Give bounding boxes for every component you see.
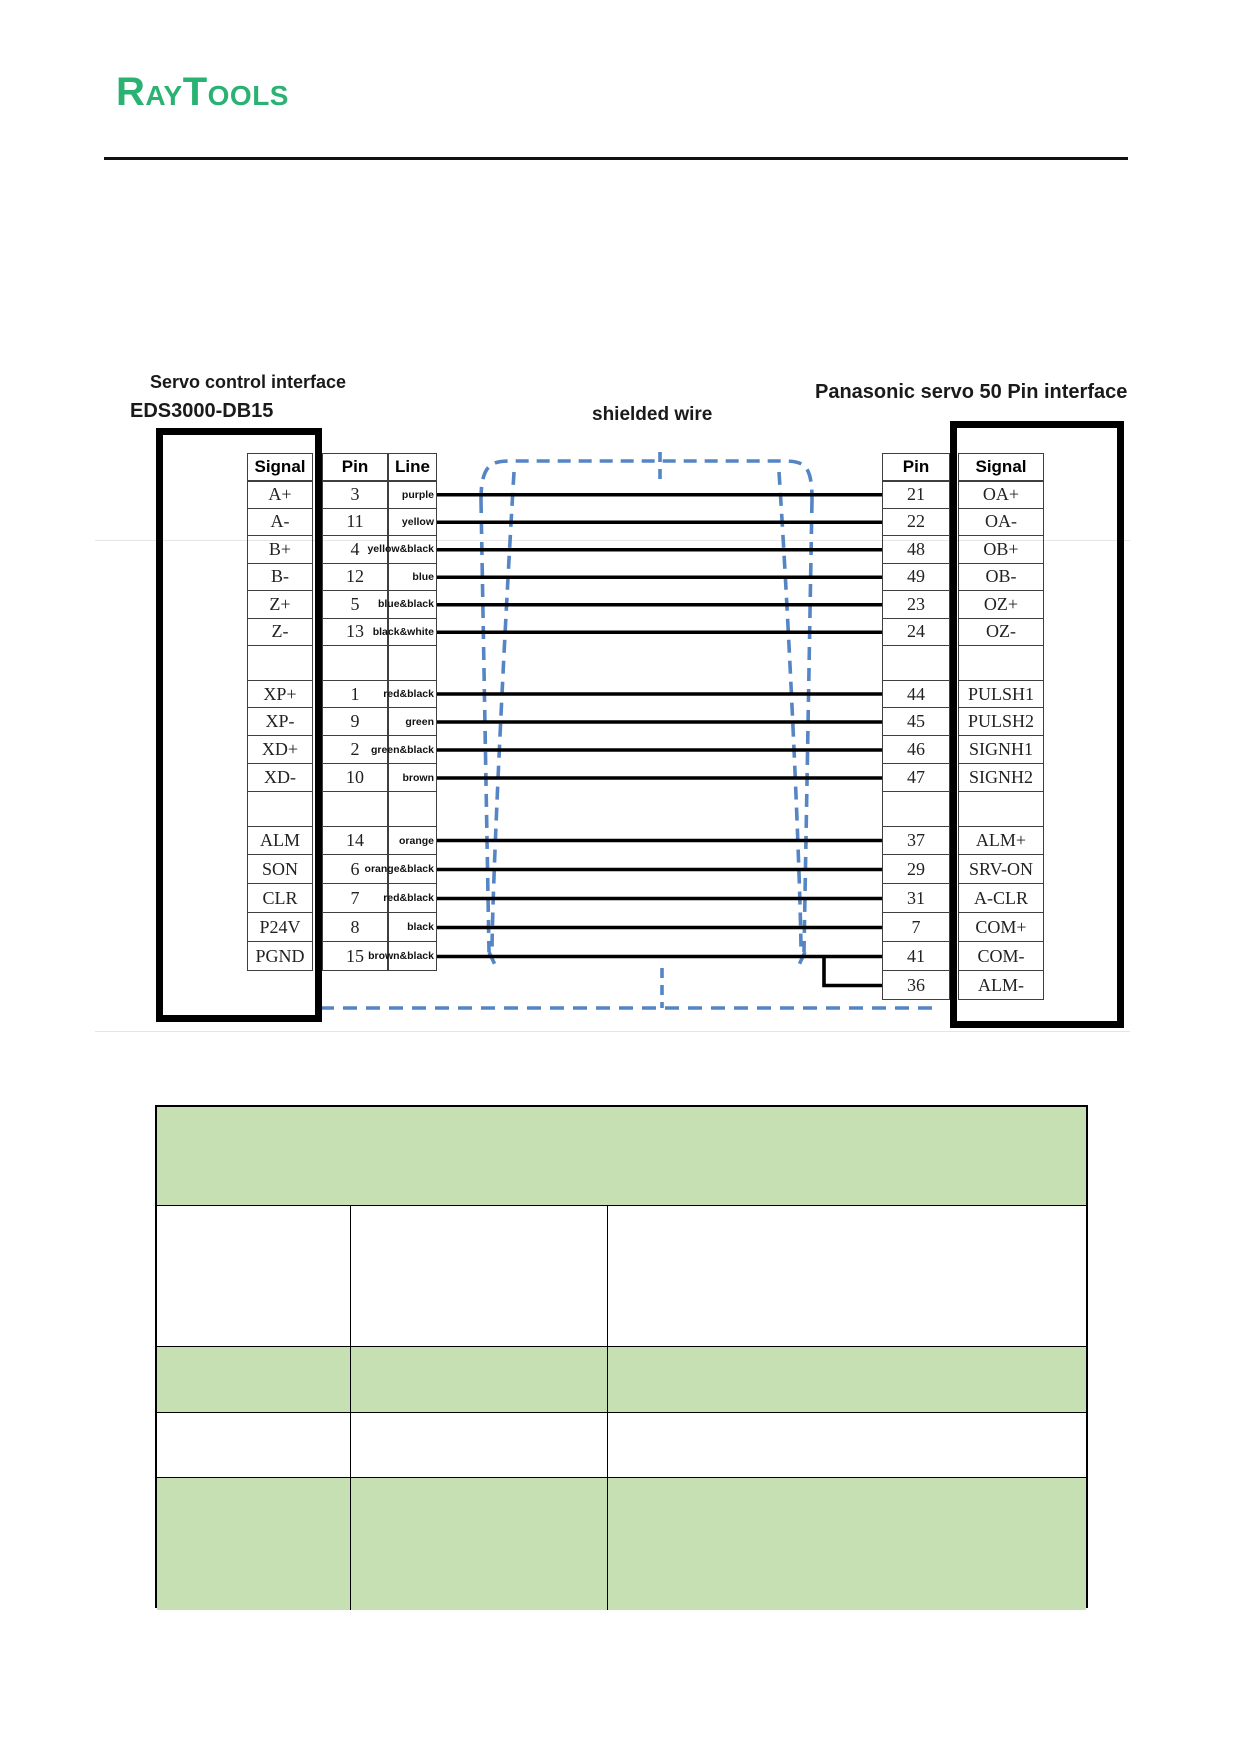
left-pin-cell: 9 bbox=[323, 708, 387, 736]
left-line-cell: green bbox=[389, 708, 436, 736]
right-pin-cell: 37 bbox=[883, 826, 949, 855]
left-line-column bbox=[364, 453, 437, 971]
left-signal-cell: B- bbox=[248, 564, 312, 592]
right-pin-cell: 23 bbox=[883, 591, 949, 619]
left-interface-title: Servo control interface bbox=[150, 372, 347, 392]
left-pin-cell: 1 bbox=[323, 680, 387, 708]
left-line-cell: black&white bbox=[389, 619, 436, 647]
left-line-cell: red&black bbox=[389, 884, 436, 913]
spec-row bbox=[157, 1107, 1086, 1205]
right-pin-cell: 22 bbox=[883, 509, 949, 537]
right-signal-cell: ALM- bbox=[959, 971, 1043, 1000]
left-signal-cell: XP+ bbox=[248, 680, 312, 708]
right-signal-cell: SIGNH1 bbox=[959, 736, 1043, 764]
spec-row bbox=[157, 1346, 1086, 1412]
spec-cell bbox=[350, 1347, 607, 1412]
right-signal-cell: OZ+ bbox=[959, 591, 1043, 619]
left-interface-model: EDS3000-DB15 bbox=[130, 400, 274, 422]
right-signal-cell: A-CLR bbox=[959, 884, 1043, 913]
right-pin-cell: 44 bbox=[883, 680, 949, 708]
left-pin-cell: 5 bbox=[323, 591, 387, 619]
right-signal-header: Signal bbox=[959, 453, 1043, 481]
left-signal-cell: B+ bbox=[248, 536, 312, 564]
shield-left-inner-wall bbox=[492, 472, 514, 948]
spec-cell bbox=[350, 1206, 607, 1346]
left-line-cell: blue&black bbox=[389, 591, 436, 619]
left-signal-cell: Z- bbox=[248, 619, 312, 647]
left-signal-cell: PGND bbox=[248, 942, 312, 971]
left-pin-cell: 14 bbox=[323, 826, 387, 855]
right-signal-cell: OA- bbox=[959, 509, 1043, 537]
left-line-cell: yellow bbox=[389, 509, 436, 537]
alm-jumper-wire bbox=[824, 957, 882, 986]
shield-right-tail bbox=[798, 952, 805, 967]
shield-right-outer-wall bbox=[804, 500, 812, 952]
right-signal-cell: SRV-ON bbox=[959, 855, 1043, 884]
spec-cell bbox=[607, 1206, 1086, 1346]
left-pin-cell: 7 bbox=[323, 884, 387, 913]
left-line-cell: black bbox=[389, 913, 436, 942]
right-pin-cell: 7 bbox=[883, 913, 949, 942]
left-pin-cell: 12 bbox=[323, 564, 387, 592]
right-pin-cell: 21 bbox=[883, 481, 949, 509]
right-pin-cell: 41 bbox=[883, 942, 949, 971]
right-pin-cell: 45 bbox=[883, 708, 949, 736]
right-signal-cell: OB+ bbox=[959, 536, 1043, 564]
spec-row bbox=[157, 1205, 1086, 1346]
shielded-wire-label: shielded wire bbox=[592, 404, 713, 425]
spec-cell bbox=[607, 1413, 1086, 1477]
left-line-cell: brown&black bbox=[389, 942, 436, 971]
left-signal-cell: XD- bbox=[248, 764, 312, 792]
left-pin-cell: 4 bbox=[323, 536, 387, 564]
left-line-cell: green&black bbox=[389, 736, 436, 764]
right-pin-cell: 31 bbox=[883, 884, 949, 913]
left-line-cell: brown bbox=[389, 764, 436, 792]
right-pin-column bbox=[882, 453, 950, 1000]
right-pin-cell: 29 bbox=[883, 855, 949, 884]
right-signal-cell: OZ- bbox=[959, 619, 1043, 647]
right-signal-column bbox=[958, 453, 1044, 1000]
spec-cell bbox=[157, 1478, 350, 1610]
shield-right-inner-wall bbox=[779, 472, 801, 948]
left-line-cell: orange&black bbox=[389, 855, 436, 884]
left-signal-cell: P24V bbox=[248, 913, 312, 942]
right-pin-header: Pin bbox=[883, 453, 949, 481]
right-signal-cell: COM+ bbox=[959, 913, 1043, 942]
left-signal-cell: SON bbox=[248, 855, 312, 884]
right-signal-cell: PULSH1 bbox=[959, 680, 1043, 708]
left-signal-column bbox=[247, 453, 313, 971]
right-signal-cell: COM- bbox=[959, 942, 1043, 971]
left-signal-cell: XD+ bbox=[248, 736, 312, 764]
right-signal-cell: OB- bbox=[959, 564, 1043, 592]
left-pin-column bbox=[322, 453, 388, 971]
spec-cell bbox=[157, 1347, 350, 1412]
spec-cell bbox=[350, 1478, 607, 1610]
left-line-cell: orange bbox=[389, 826, 436, 855]
left-pin-header: Pin bbox=[323, 453, 387, 481]
right-signal-cell: PULSH2 bbox=[959, 708, 1043, 736]
left-line-cell: purple bbox=[389, 481, 436, 509]
left-line-cell: blue bbox=[389, 564, 436, 592]
right-signal-cell: OA+ bbox=[959, 481, 1043, 509]
spec-cell bbox=[157, 1206, 350, 1346]
spec-cell bbox=[607, 1347, 1086, 1412]
shield-left-tail bbox=[489, 952, 496, 967]
right-pin-cell: 36 bbox=[883, 971, 949, 1000]
left-pin-cell: 15 bbox=[323, 942, 387, 971]
spec-row bbox=[157, 1412, 1086, 1477]
left-pin-cell: 11 bbox=[323, 509, 387, 537]
right-pin-cell: 48 bbox=[883, 536, 949, 564]
left-line-header: Line bbox=[389, 453, 436, 481]
left-line-cell: yellow&black bbox=[389, 536, 436, 564]
left-pin-cell: 8 bbox=[323, 913, 387, 942]
right-signal-cell: ALM+ bbox=[959, 826, 1043, 855]
spec-cell bbox=[350, 1413, 607, 1477]
shield-left-outer-wall bbox=[481, 500, 489, 952]
right-pin-cell: 49 bbox=[883, 564, 949, 592]
raytools-logo: RayTools bbox=[116, 70, 289, 114]
right-interface-title: Panasonic servo 50 Pin interface bbox=[815, 381, 1128, 403]
left-signal-cell: Z+ bbox=[248, 591, 312, 619]
left-pin-cell: 13 bbox=[323, 619, 387, 647]
right-pin-cell: 47 bbox=[883, 764, 949, 792]
left-line-cell: red&black bbox=[389, 680, 436, 708]
spec-header-cell bbox=[157, 1107, 1086, 1205]
left-signal-cell: XP- bbox=[248, 708, 312, 736]
spec-table bbox=[155, 1105, 1088, 1608]
spec-cell bbox=[157, 1413, 350, 1477]
left-signal-cell: A+ bbox=[248, 481, 312, 509]
spec-row bbox=[157, 1477, 1086, 1610]
spec-cell bbox=[607, 1478, 1086, 1610]
right-signal-cell: SIGNH2 bbox=[959, 764, 1043, 792]
left-signal-cell: CLR bbox=[248, 884, 312, 913]
right-pin-cell: 46 bbox=[883, 736, 949, 764]
left-pin-cell: 6 bbox=[323, 855, 387, 884]
left-signal-cell: A- bbox=[248, 509, 312, 537]
left-signal-header: Signal bbox=[248, 453, 312, 481]
right-pin-cell: 24 bbox=[883, 619, 949, 647]
left-pin-cell: 3 bbox=[323, 481, 387, 509]
left-signal-cell: ALM bbox=[248, 826, 312, 855]
left-pin-cell: 2 bbox=[323, 736, 387, 764]
left-pin-cell: 10 bbox=[323, 764, 387, 792]
